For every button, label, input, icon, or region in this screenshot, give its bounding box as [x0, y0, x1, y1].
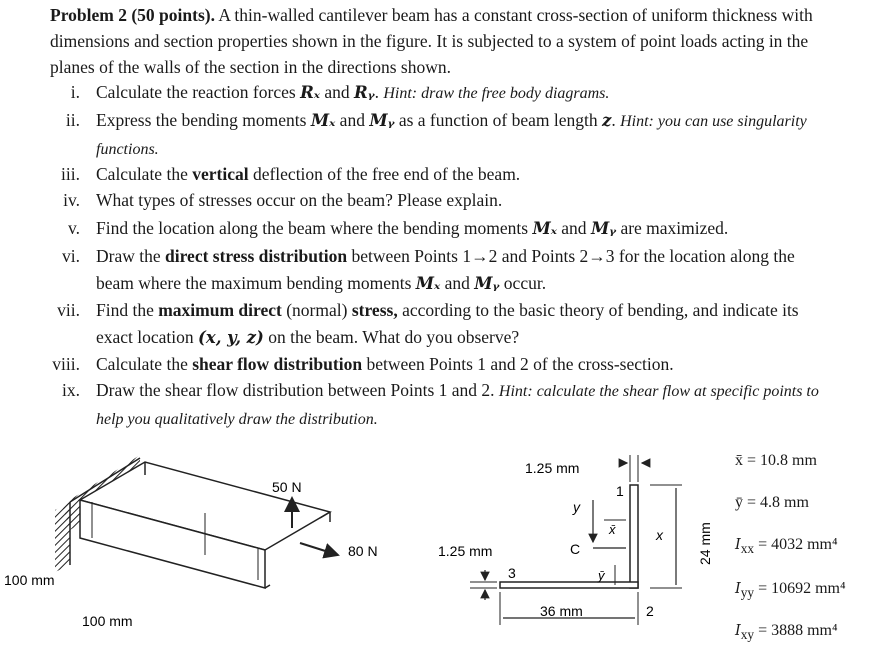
item-number: vii.: [57, 300, 80, 320]
point-2-label: 2: [646, 603, 654, 619]
text: Calculate the: [96, 354, 193, 374]
hint: Hint: calculate the shear flow at specific points to help you qualitatively draw the distribution.: [96, 383, 819, 428]
math: Mₓ: [532, 219, 557, 238]
subscript: yy: [740, 585, 755, 601]
beam-width-label: 100 mm: [82, 613, 133, 629]
item-text: [96, 297, 836, 351]
symbol: I: [735, 581, 741, 597]
load-50n-label: 50 N: [272, 479, 302, 495]
prop-ixx: [735, 536, 838, 557]
beam-length-label: 100 mm: [4, 572, 55, 588]
text: deflection of the free end of the beam.: [248, 164, 521, 184]
math: Mᵧ: [474, 274, 500, 293]
problem-intro: [50, 2, 840, 80]
cross-section: [470, 455, 682, 625]
centroid-label: C: [570, 541, 581, 557]
item-number: ix.: [62, 380, 80, 400]
axis-y-label: y: [573, 499, 580, 515]
item-text: [96, 79, 836, 107]
item-number: vi.: [62, 246, 80, 266]
symbol: I: [735, 537, 741, 553]
value: = 10692 mm⁴: [754, 580, 846, 597]
load-80n: [300, 543, 378, 559]
math: Mᵧ: [590, 219, 617, 238]
item-number: v.: [68, 218, 80, 238]
item-number: iv.: [63, 190, 80, 210]
prop-ybar: ȳ = 4.8 mm: [735, 494, 809, 511]
item-text: [96, 351, 836, 378]
subscript: xx: [740, 541, 755, 557]
text: and: [556, 218, 591, 238]
math: Mₓ: [310, 111, 336, 130]
text: between Points 1→2 and Points 2→3 for the location along the beam where the maximum bending moments: [96, 246, 795, 293]
problem-title: Problem 2 (50 points).: [50, 5, 215, 25]
axis-x-label: x: [656, 527, 663, 543]
item-text: [96, 107, 836, 163]
thickness-top-label: 1.25 mm: [525, 460, 580, 476]
item-number: i.: [70, 82, 80, 102]
text: Draw the shear flow distribution between Points 1 and 2.: [96, 380, 495, 400]
xbar-dim-label: x̄: [609, 522, 616, 537]
height-label: 24 mm: [697, 522, 713, 565]
text: as a function of beam length: [394, 110, 602, 130]
prop-xbar: x̄ = 10.8 mm: [735, 452, 817, 469]
point-1-label: 1: [616, 483, 624, 499]
thickness-left-label: 1.25 mm: [438, 543, 493, 559]
item-text: [96, 161, 836, 188]
text: Calculate the reaction forces: [96, 82, 301, 102]
prop-ixy: [735, 622, 838, 643]
text: and: [335, 110, 370, 130]
math: Mₓ: [415, 274, 441, 293]
math: Rᵧ: [354, 83, 375, 102]
text: Find the: [96, 300, 159, 320]
math: (x, y, z): [198, 328, 264, 347]
item-text: [96, 215, 836, 242]
math: Rₓ: [300, 83, 320, 102]
item-text: What types of stresses occur on the beam? Please explain.: [96, 190, 503, 210]
text: Calculate the: [96, 164, 193, 184]
text: and: [440, 273, 475, 293]
hint: Hint: you can use singularity functions.: [96, 113, 807, 158]
item-number: iii.: [61, 164, 80, 184]
item-number: viii.: [52, 354, 80, 374]
subscript: xy: [740, 627, 755, 643]
text: are maximized.: [616, 218, 729, 238]
text: between Points 1 and 2 of the cross-section.: [362, 354, 674, 374]
width-label: 36 mm: [540, 603, 583, 619]
prop-iyy: [735, 580, 846, 601]
text: Find the location along the beam where the bending moments: [96, 218, 533, 238]
ybar-dim-label: ȳ: [598, 568, 605, 583]
bold-text: direct stress distribution: [165, 246, 348, 266]
math: z: [601, 111, 612, 130]
item-text: [96, 243, 836, 297]
point-3-label: 3: [508, 565, 516, 581]
value: = 4032 mm⁴: [754, 536, 838, 553]
item-text: [96, 377, 836, 433]
text: .: [611, 110, 616, 130]
problem-intro-text: A thin-walled cantilever beam has a constant cross-section of uniform thickness with dimensions and section properties shown in the figure. It is subjected to a system of point loads acting in the planes of the walls of the section in the directions shown.: [50, 5, 813, 77]
math: Mᵧ: [369, 111, 395, 130]
text: (normal): [281, 300, 352, 320]
bold-text: maximum direct: [158, 300, 282, 320]
value: = 3888 mm⁴: [754, 622, 838, 639]
bold-text: shear flow distribution: [192, 354, 363, 374]
text: Express the bending moments: [96, 110, 311, 130]
symbol: I: [735, 623, 741, 639]
text: according to the basic theory of bending, and indicate its exact location: [96, 300, 799, 347]
bold-text: vertical: [192, 164, 249, 184]
hint: Hint: draw the free body diagrams.: [383, 85, 610, 102]
text: on the beam. What do you observe?: [263, 327, 520, 347]
text: Draw the: [96, 246, 166, 266]
text: occur.: [499, 273, 547, 293]
bold-text: stress,: [351, 300, 398, 320]
text: .: [374, 82, 379, 102]
load-80n-label: 80 N: [348, 543, 378, 559]
item-number: ii.: [65, 110, 80, 130]
text: and: [319, 82, 355, 102]
